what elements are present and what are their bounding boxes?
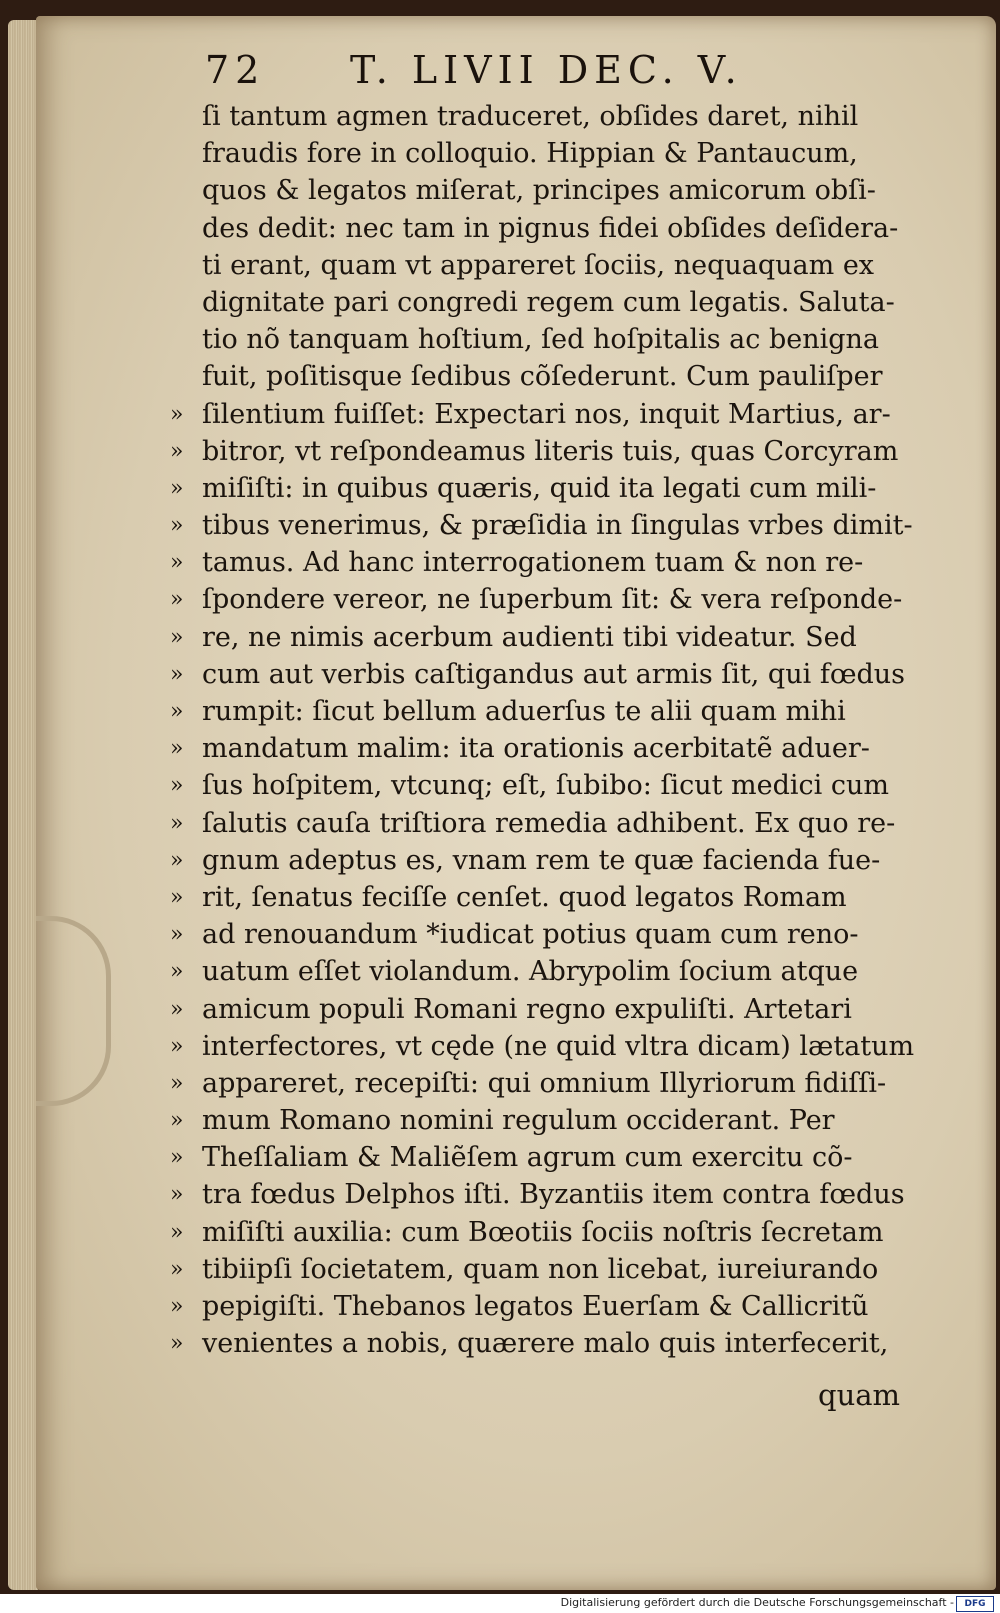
quote-mark: » (170, 1108, 184, 1134)
page-edges (8, 20, 38, 1590)
text-line (170, 321, 910, 358)
quote-mark: » (170, 1145, 184, 1171)
quote-mark: » (170, 996, 184, 1022)
text-line (170, 1139, 910, 1176)
quote-mark: » (170, 699, 184, 724)
quote-mark: » (170, 513, 184, 539)
quote-mark: » (170, 550, 184, 576)
text-line (170, 1288, 910, 1325)
text-line (170, 581, 910, 618)
text-line (170, 656, 910, 693)
text-line (170, 842, 910, 879)
text-line (170, 470, 910, 507)
line-text: tra fœdus Delphos iſti. Byzantiis item contra fœdus (202, 1179, 905, 1211)
line-text: mandatum malim: ita orationis acerbitatẽ aduer- (202, 733, 870, 765)
quote-mark: » (170, 1070, 184, 1096)
quote-mark: » (170, 587, 184, 613)
line-text: mum Romano nomini regulum occiderant. Per (202, 1105, 835, 1137)
line-text: ſpondere vereor, ne ſuperbum ſit: & vera reſponde- (202, 584, 903, 616)
catchword: quam (818, 1378, 901, 1412)
line-text: quos & legatos miſerat, principes amicorum obſi- (202, 175, 876, 207)
line-text: tamus. Ad hanc interrogationem tuam & non re- (202, 547, 864, 579)
quote-mark: » (170, 624, 184, 650)
line-text: venientes a nobis, quærere malo quis interfecerit, (202, 1328, 889, 1360)
page-clip (36, 916, 111, 1106)
dfg-logo: DFG (956, 1596, 994, 1612)
quote-mark: » (170, 884, 184, 910)
line-text: fuit, poſitisque ſedibus cõſederunt. Cum pauliſper (202, 361, 883, 393)
quote-mark: » (170, 1033, 184, 1059)
quote-mark: » (170, 959, 184, 985)
line-text: tibiipſi ſocietatem, quam non licebat, iureiurando (202, 1253, 879, 1285)
line-text: tibus venerimus, & præſidia in ſingulas vrbes dimit- (202, 510, 913, 542)
line-text: miſiſti auxilia: cum Bœotiis ſociis noſtris ſecretam (202, 1216, 884, 1248)
running-title: T. LIVII DEC. V. (350, 48, 743, 92)
quote-mark: » (170, 736, 184, 762)
text-line (170, 135, 910, 172)
text-line (170, 693, 910, 730)
line-text: rumpit: ſicut bellum aduerſus te alii quam mihi (202, 696, 846, 727)
line-text: interfectores, vt cęde (ne quid vltra dicam) lætatum (202, 1030, 915, 1062)
text-line (170, 879, 910, 916)
line-text: rit, ſenatus feciſſe cenſet. quod legatos Romam (202, 881, 847, 913)
line-text: ti erant, quam vt appareret ſociis, nequaquam ex (202, 249, 875, 281)
quote-mark: » (170, 1294, 184, 1319)
text-line (170, 172, 910, 209)
quote-mark: » (170, 401, 184, 427)
quote-mark: » (170, 438, 184, 464)
quote-mark: » (170, 475, 184, 501)
line-text: des dedit: nec tam in pignus fidei obſides deſidera- (202, 212, 899, 244)
line-text: gnum adeptus es, vnam rem te quæ facienda fue- (202, 844, 881, 876)
text-line (170, 1214, 910, 1251)
line-text: dignitate pari congredi regem cum legatis. Saluta- (202, 286, 895, 318)
line-text: miſiſti: in quibus quæris, quid ita legati cum mili- (202, 472, 877, 504)
text-line (170, 544, 910, 581)
quote-mark: » (170, 810, 184, 836)
line-text: ſus hoſpitem, vtcunq; eſt, ſubibo: ſicut medici cum (202, 770, 889, 802)
text-line (170, 953, 910, 990)
quote-mark: » (170, 1331, 184, 1357)
line-text: appareret, recepiſti: qui omnium Illyriorum fidiſſi- (202, 1067, 887, 1099)
text-line (170, 433, 910, 470)
text-line (170, 247, 910, 284)
quote-mark: » (170, 922, 184, 948)
quote-mark: » (170, 1256, 184, 1282)
line-text: ſi tantum agmen traduceret, obſides daret, nihil (202, 101, 859, 132)
line-text: re, ne nimis acerbum audienti tibi videatur. Sed (202, 621, 857, 653)
line-text: uatum eſſet violandum. Abrypolim ſocium atque (202, 956, 859, 988)
text-line (170, 210, 910, 247)
line-text: ſalutis cauſa triſtiora remedia adhibent. Ex quo re- (202, 807, 896, 839)
line-text: tio nõ tanquam hoſtium, ſed hoſpitalis ac benigna (202, 324, 880, 356)
line-text: Theſſaliam & Maliẽſem agrum cum exercitu cõ- (202, 1142, 853, 1174)
text-line (170, 1251, 910, 1288)
text-line (170, 1176, 910, 1213)
text-line (170, 358, 910, 395)
text-line (170, 805, 910, 842)
footer-credit: Digitalisierung gefördert durch die Deutsche Forschungsgemeinschaft - (560, 1596, 954, 1609)
quote-mark: » (170, 847, 184, 873)
body-text (170, 98, 915, 1362)
line-text: pepigiſti. Thebanos legatos Euerſam & Callicritũ (202, 1291, 869, 1322)
running-header (205, 48, 805, 98)
line-text: fraudis fore in colloquio. Hippian & Pantaucum, (202, 138, 858, 170)
text-line (170, 396, 910, 433)
quote-mark: » (170, 1182, 184, 1208)
text-line (170, 284, 910, 321)
text-line (170, 619, 910, 656)
text-line (170, 98, 910, 135)
quote-mark: » (170, 661, 184, 687)
line-text: ad renouandum *iudicat potius quam cum reno- (202, 919, 859, 951)
text-line (170, 1325, 910, 1362)
line-text: bitror, vt reſpondeamus literis tuis, quas Corcyram (202, 435, 899, 467)
line-text: amicum populi Romani regno expuliſti. Artetari (202, 993, 852, 1025)
text-line (170, 730, 910, 767)
line-text: cum aut verbis caſtigandus aut armis ſit, qui fœdus (202, 658, 906, 690)
text-line (170, 1102, 910, 1139)
quote-mark: » (170, 773, 184, 799)
quote-mark: » (170, 1219, 184, 1245)
page-number: 72 (205, 48, 266, 92)
text-line (170, 1065, 910, 1102)
line-text: ſilentium fuiſſet: Expectari nos, inquit Martius, ar- (202, 398, 891, 430)
text-line (170, 916, 910, 953)
digitization-footer (0, 1594, 1000, 1613)
text-line (170, 507, 913, 544)
text-line (170, 1028, 915, 1065)
text-line (170, 767, 910, 804)
text-line (170, 991, 910, 1028)
